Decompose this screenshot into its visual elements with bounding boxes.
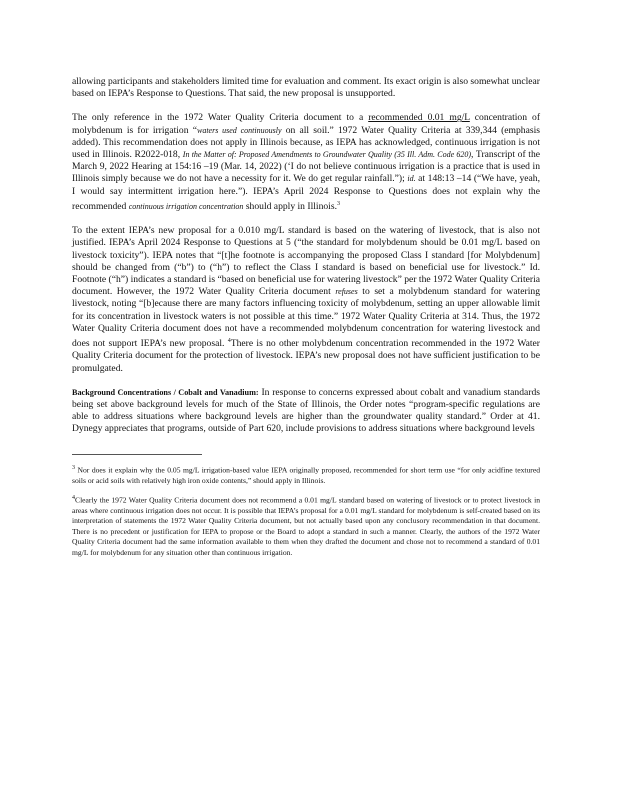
text-run: to set a molybdenum standard for watering livestock, noting “[b]ecause there are many factors influencing toxicity of molybdenum, setting an upper allowable limit for its concentration in livestock waters is not possible at this time.” 1972 Water Quality Criteria at 314. Thus, the 1972 Water Quality Criteria document does not have a recommended molybdenum concentration for watering livestock and does not support IEPA’s new proposal. (72, 286, 540, 350)
text-run: , Transcript of the March 9, 2022 Hearing at 154:16 –19 (Mar. 14, 2022) (‘I do not believe continuous irrigation is a practice that is used in Illinois simply because we do not have a necessity for it. We do get regular rainfall.”); (72, 149, 540, 185)
text-run: The only reference in the 1972 Water Quality Criteria document to a (72, 112, 369, 124)
footnotes (72, 463, 540, 558)
footnote-4 (72, 493, 540, 558)
paragraph-continuation (72, 76, 540, 100)
text-run: on all soil.” 1972 Water Quality Criteria at 339,344 (emphasis added). This recommendation does not apply in Illinois because, as IEPA has acknowledged, continuous irrigation is not used in Illinois. R2022-018, (72, 124, 540, 161)
footnote-ref-3[interactable]: 3 (336, 200, 340, 207)
case-citation: In the Matter of: Proposed Amendments to Groundwater Quality (35 Ill. Adm. Code 620) (182, 150, 472, 160)
footnote-number: 3 (72, 464, 75, 471)
footnote-number: 4 (72, 495, 75, 501)
italic-phrase: continuous irrigation concentration (128, 202, 244, 212)
paragraph-livestock (72, 225, 540, 375)
footnote-ref-4[interactable]: 4 (227, 338, 231, 345)
footnote-text: Nor does it explain why the 0.05 mg/L irrigation-based value IEPA originally proposed, recommended for short term use “for only acidfine textured soils or acid soils with relatively high iron oxide contents,” should apply in Illinois. (72, 465, 540, 485)
italic-word: refuses (335, 287, 358, 297)
italic-id: id. (407, 174, 416, 184)
paragraph-background (72, 387, 540, 436)
footnote-divider (72, 454, 202, 455)
text-run: To the extent IEPA’s new proposal for a 0.010 mg/L standard is based on the watering of livestock, that is also not justified. IEPA’s April 2024 Response to Questions at 5 (“the standard for molybdenum should be 0.01 mg/L based on livestock toxicity”). IEPA notes that “[t]he footnote is accompanying the proposed Class I standard [for Molybdenum] should be changed from (“b”) to (“h”) to reflect the Class I standard is based on beneficial use for livestock.” Id. Footnote (“h”) indicates a standard is “based on beneficial use for watering livestock” per the 1972 Water Quality Criteria document. However, the 1972 Water Quality Criteria document (72, 225, 540, 298)
paragraph-irrigation-reference (72, 112, 540, 213)
text-run: should apply in Illinois. (243, 201, 337, 213)
text-run: concentration of molybdenum is for irrigation “ (72, 112, 541, 136)
footnote-3 (72, 463, 540, 486)
paragraph-text: allowing participants and stakeholders limited time for evaluation and comment. Its exact origin is also somewhat unclear based on IEPA’s Response to Questions. That said, the new proposal is unsupported. (72, 76, 540, 100)
footnote-text: Clearly the 1972 Water Quality Criteria document does not recommend a 0.01 mg/L standard based on watering of livestock or to protect livestock in areas where continuous irrigation does not occur. It is possible that IEPA’s proposal for a 0.01 mg/L standard for molybdenum is self-created based on its interpretation of statements the 1972 Water Quality Criteria document, but not actually based upon any conclusory recommendation in that document. There is no precedent or justification for IEPA to propose or the Board to adopt a standard in such a manner. Clearly, the authors of the 1972 Water Quality Criteria document had the same information available to them when they drafted the document and chose not to recommend a standard of 0.01 mg/L for molybdenum for any situation other than continuous irrigation. (72, 495, 540, 557)
document-page (72, 76, 540, 565)
italic-phrase: waters used continuously (197, 125, 282, 135)
section-heading: Background Concentrations / Cobalt and Vanadium: (72, 387, 259, 397)
text-run: In response to concerns expressed about cobalt and vanadium standards being set above background levels for much of the State of Illinois, the Order notes “program-specific regulations are able to address situations where background levels are higher than the groundwater quality standard.” Order at 41. Dynegy appreciates that programs, outside of Part 620, include provisions to address situations where background levels (72, 386, 541, 435)
underlined-phrase: recommended 0.01 mg/L (368, 112, 470, 124)
text-run: There is no other molybdenum concentration recommended in the 1972 Water Quality Criteria document for the protection of livestock. IEPA’s new proposal does not have sufficient justification to be promulgated. (72, 338, 540, 374)
text-run: at 148:13 –14 (“We have, yeah, I would say intermittent irrigation here.”). IEPA’s April 2024 Response to Questions does not explain why the recommended (72, 173, 540, 213)
